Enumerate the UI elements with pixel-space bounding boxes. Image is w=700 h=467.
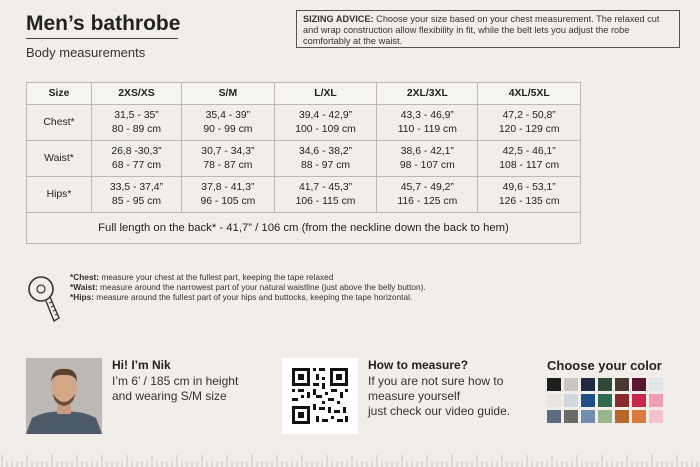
color-swatch[interactable] — [547, 410, 561, 423]
note-waist — [70, 282, 426, 292]
inch-value: 34,6 - 38,2” — [298, 145, 353, 157]
color-swatch[interactable] — [564, 410, 578, 423]
table-row-full-length — [27, 213, 581, 244]
choose-color-title: Choose your color — [547, 358, 662, 373]
note-hips — [70, 292, 426, 302]
table-cell — [274, 177, 376, 213]
inch-value: 38,6 - 42,1” — [400, 145, 454, 157]
inch-value: 26,8 -30,3” — [111, 145, 162, 157]
row-label: Hips* — [27, 177, 92, 213]
cm-value: 120 - 129 cm — [498, 123, 560, 135]
table-cell — [377, 177, 478, 213]
inch-value: 42,5 - 46,1” — [502, 145, 556, 157]
cm-value: 110 - 119 cm — [397, 123, 457, 135]
table-header-row — [27, 83, 581, 105]
sizing-advice-label: SIZING ADVICE: — [303, 14, 374, 24]
cm-value: 108 - 117 cm — [499, 159, 560, 171]
color-swatch[interactable] — [632, 410, 646, 423]
cm-value: 96 - 105 cm — [200, 195, 256, 207]
color-swatch[interactable] — [649, 394, 663, 407]
color-swatch[interactable] — [632, 378, 646, 391]
howto-line: measure yourself — [368, 389, 461, 403]
cm-value: 98 - 107 cm — [399, 159, 455, 171]
cm-value: 78 - 87 cm — [203, 159, 253, 171]
note-term: *Hips: — [70, 292, 94, 302]
table-cell — [478, 141, 581, 177]
size-chart-table — [26, 82, 581, 244]
cm-value: 100 - 109 cm — [295, 123, 356, 135]
model-photo — [26, 358, 102, 434]
model-size: and wearing S/M size — [112, 389, 227, 403]
howto-line: If you are not sure how to — [368, 374, 504, 388]
inch-value: 31,5 - 35” — [114, 109, 159, 121]
color-swatch[interactable] — [564, 394, 578, 407]
color-swatch[interactable] — [598, 394, 612, 407]
inch-value: 47,2 - 50,8” — [502, 109, 556, 121]
color-swatch[interactable] — [632, 394, 646, 407]
full-length-note: Full length on the back* - 41,7” / 106 cm (from the neckline down the back to hem) — [27, 213, 581, 244]
table-cell — [377, 105, 478, 141]
color-swatch-grid — [547, 378, 667, 423]
model-height: I’m 6’ / 185 cm in height — [112, 374, 239, 388]
how-to-measure-text — [368, 374, 510, 419]
page-subtitle: Body measurements — [26, 45, 146, 60]
sizing-advice-text: Choose your size based on your chest measurement. The relaxed cut and wrap construction allow flexibility in fit, while the belt lets you adjust the robe comfortably at the waist. — [303, 14, 660, 46]
color-swatch[interactable] — [615, 410, 629, 423]
model-info — [112, 374, 238, 404]
measurement-notes — [70, 272, 426, 302]
howto-line: just check our video guide. — [368, 404, 511, 418]
inch-value: 30,7 - 34,3” — [201, 145, 255, 157]
note-text: measure your chest at the fullest part, keeping the tape relaxed — [99, 272, 334, 282]
inch-value: 37,8 - 41,3” — [201, 181, 255, 193]
table-cell — [478, 105, 581, 141]
color-swatch[interactable] — [615, 394, 629, 407]
size-column-header: 4XL/5XL — [478, 83, 581, 105]
inch-value: 49,6 - 53,1” — [502, 181, 556, 193]
qr-code[interactable] — [282, 358, 358, 434]
inch-value: 41,7 - 45,3” — [298, 181, 353, 193]
color-swatch[interactable] — [564, 378, 578, 391]
color-swatch[interactable] — [547, 394, 561, 407]
page-title: Men’s bathrobe — [26, 12, 181, 35]
cm-value: 85 - 95 cm — [111, 195, 162, 207]
table-cell — [478, 177, 581, 213]
table-row-waist — [27, 141, 581, 177]
table-cell — [92, 105, 182, 141]
cm-value: 126 - 135 cm — [498, 195, 560, 207]
note-text: measure around the fullest part of your hips and buttocks, keeping the tape horizontal. — [93, 292, 413, 302]
row-label: Waist* — [27, 141, 92, 177]
size-column-header: L/XL — [274, 83, 376, 105]
inch-value: 45,7 - 49,2” — [400, 181, 454, 193]
table-cell — [274, 105, 376, 141]
color-swatch[interactable] — [598, 410, 612, 423]
table-cell — [377, 141, 478, 177]
cm-value: 90 - 99 cm — [203, 123, 253, 135]
cm-value: 68 - 77 cm — [111, 159, 162, 171]
color-swatch[interactable] — [598, 378, 612, 391]
table-cell — [181, 105, 274, 141]
size-column-header: 2XL/3XL — [377, 83, 478, 105]
note-term: *Chest: — [70, 272, 100, 282]
color-swatch[interactable] — [649, 410, 663, 423]
cm-value: 88 - 97 cm — [300, 159, 351, 171]
ruler-strip — [0, 446, 700, 467]
table-row-chest — [27, 105, 581, 141]
color-swatch[interactable] — [581, 378, 595, 391]
inch-value: 39,4 - 42,9” — [298, 109, 353, 121]
table-cell — [181, 177, 274, 213]
size-header: Size — [27, 83, 92, 105]
table-cell — [92, 177, 182, 213]
title-underline — [26, 38, 178, 39]
color-swatch[interactable] — [547, 378, 561, 391]
table-cell — [274, 141, 376, 177]
table-cell — [92, 141, 182, 177]
row-label: Chest* — [27, 105, 92, 141]
table-cell — [181, 141, 274, 177]
measuring-tape-icon — [26, 272, 62, 324]
color-swatch[interactable] — [649, 378, 663, 391]
inch-value: 33,5 - 37,4” — [109, 181, 164, 193]
table-row-hips — [27, 177, 581, 213]
model-greeting: Hi! I’m Nik — [112, 358, 171, 372]
cm-value: 116 - 125 cm — [397, 195, 458, 207]
cm-value: 106 - 115 cm — [295, 195, 356, 207]
color-swatch[interactable] — [581, 410, 595, 423]
color-swatch[interactable] — [615, 378, 629, 391]
color-swatch[interactable] — [581, 394, 595, 407]
size-column-header: 2XS/XS — [92, 83, 182, 105]
inch-value: 35,4 - 39” — [205, 109, 251, 121]
note-text: measure around the narrowest part of your natural waistline (just above the belly button). — [97, 282, 426, 292]
how-to-measure-title: How to measure? — [368, 358, 469, 372]
cm-value: 80 - 89 cm — [111, 123, 162, 135]
size-column-header: S/M — [181, 83, 274, 105]
inch-value: 43,3 - 46,9” — [400, 109, 454, 121]
sizing-advice-box — [296, 10, 680, 48]
note-chest — [70, 272, 426, 282]
note-term: *Waist: — [70, 282, 98, 292]
